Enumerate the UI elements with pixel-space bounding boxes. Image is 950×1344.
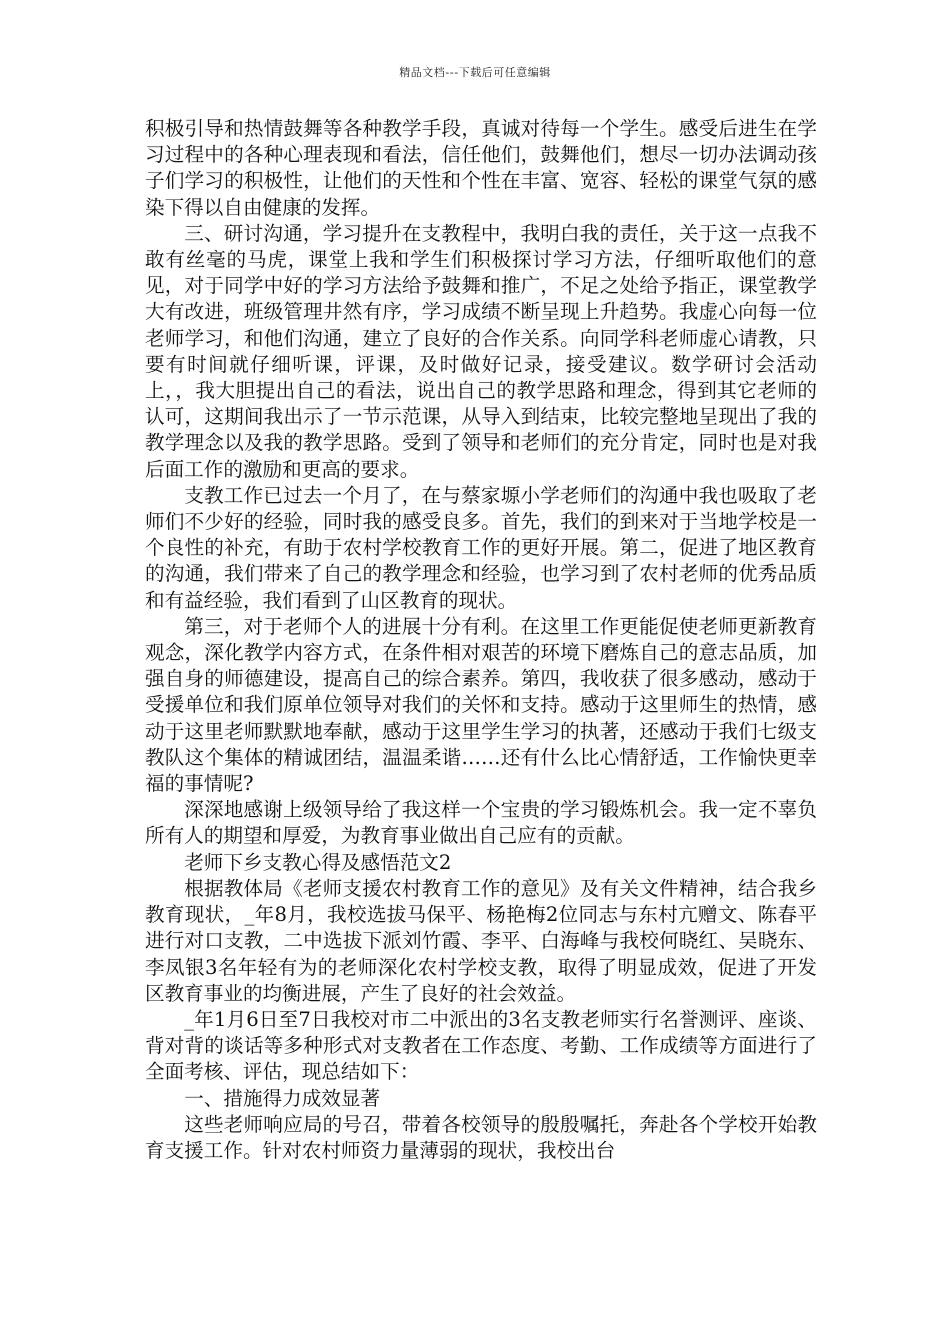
paragraph: 三、研讨沟通，学习提升在支教程中，我明白我的责任，关于这一点我不敢有丝毫的马虎，课堂上我和学生们积极探讨学习方法，仔细听取他们的意见，对于同学中好的学习方法给予鼓舞和推广，不足之处给予指正，课堂教学大有改进，班级管理井然有序，学习成绩不断呈现上升趋势。我虚心向每一位老师学习，和他们沟通，建立了良好的合作关系。向同学科老师虚心请教，只要有时间就仔细听课，评课，及时做好记录，接受建议。数学研讨会活动上，，我大胆提出自己的看法，说出自己的教学思路和理念，得到其它老师的认可，这期间我出示了一节示范课，从导入到结束，比较完整地呈现出了我的教学理念以及我的教学思路。受到了领导和老师们的充分肯定，同时也是对我后面工作的激励和更高的要求。 [145, 221, 817, 481]
paragraph: 第三，对于老师个人的进展十分有利。在这里工作更能促使老师更新教育观念，深化教学内容方式，在条件相对艰苦的环境下磨炼自己的意志品质，加强自身的师德建设，提高自己的综合素养。第四，我收获了很多感动，感动于受援单位和我们原单位领导对我们的关怀和支持。感动于这里师生的热情，感动于这里老师默默地奉献，感动于这里学生学习的执著，还感动于我们七级支教队这个集体的精诚团结，温温柔谐……还有什么比心情舒适，工作愉快更幸福的事情呢? [145, 614, 817, 796]
page-header: 精品文档---下载后可任意编辑 [399, 66, 551, 79]
paragraph: 支教工作已过去一个月了，在与蔡家塬小学老师们的沟通中我也吸取了老师们不少好的经验，同时我的感受良多。首先，我们的到来对于当地学校是一个良性的补充，有助于农村学校教育工作的更好开展。第二，促进了地区教育的沟通，我们带来了自己的教学理念和经验，也学习到了农村老师的优秀品质和有益经验，我们看到了山区教育的现状。 [145, 483, 817, 612]
paragraph: _年1月6日至7日我校对市二中派出的3名支教老师实行名誉测评、座谈、背对背的谈话等多种形式对支教者在工作态度、考勤、工作成绩等方面进行了全面考核、评估，现总结如下： [145, 1007, 817, 1084]
section-heading: 一、措施得力成效显著 [184, 1086, 381, 1110]
paragraph: 根据教体局《老师支援农村教育工作的意见》及有关文件精神，结合我乡教育现状，_年8月，我校选拔马保平、杨艳梅2位同志与东村亢赠文、陈春平进行对口支教，二中选拔下派刘竹霞、李平、白海峰与我校何晓红、吴晓东、李凤银3名年轻有为的老师深化农村学校支教，取得了明显成效，促进了开发区教育事业的均衡进展，产生了良好的社会效益。 [145, 876, 817, 1005]
section-title: 老师下乡支教心得及感悟范文2 [184, 850, 452, 874]
paragraph: 这些老师响应局的号召，带着各校领导的殷殷嘱托，奔赴各个学校开始教育支援工作。针对农村师资力量薄弱的现状，我校出台 [145, 1112, 817, 1162]
document-body [145, 116, 817, 1164]
paragraph: 深深地感谢上级领导给了我这样一个宝贵的学习锻炼机会。我一定不辜负所有人的期望和厚爱，为教育事业做出自己应有的贡献。 [145, 798, 817, 848]
paragraph: 积极引导和热情鼓舞等各种教学手段，真诚对待每一个学生。感受后进生在学习过程中的各种心理表现和看法，信任他们，鼓舞他们，想尽一切办法调动孩子们学习的积极性，让他们的天性和个性在丰富、宽容、轻松的课堂气氛的感染下得以自由健康的发挥。 [145, 117, 817, 219]
